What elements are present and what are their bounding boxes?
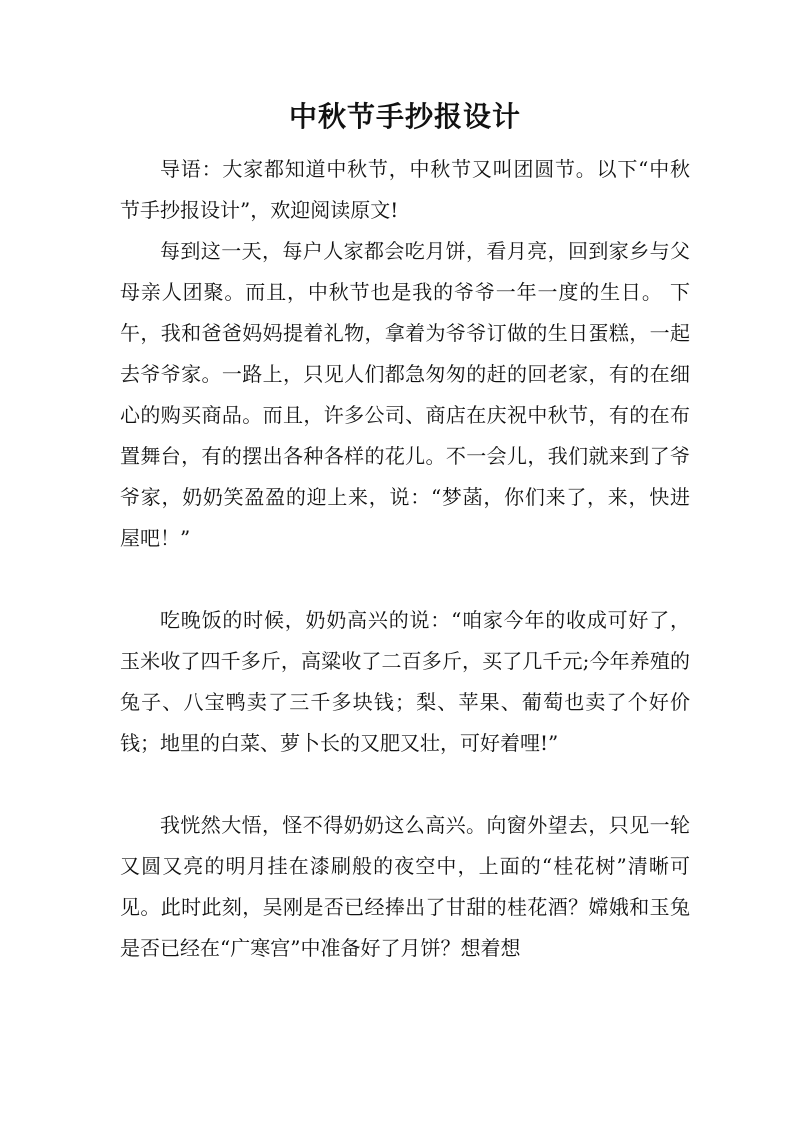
document-title: 中秋节手抄报设计 xyxy=(288,100,521,133)
document-page xyxy=(120,95,690,969)
paragraph-spacer xyxy=(120,559,690,600)
body-paragraph-1: 每到这一天，每户人家都会吃月饼，看月亮，回到家乡与父母亲人团聚。而且，中秋节也是我的爷爷一年一度的生日。 下午，我和爸爸妈妈提着礼物，拿着为爷爷订做的生日蛋糕，一起去爷爷家。一路上，只见人们都急匆匆的赶的回老家，有的在细心的购买商品。而且，许多公司、商店在庆祝中秋节，有的在布置舞台，有的摆出各种各样的花儿。不一会儿，我们就来到了爷爷家，奶奶笑盈盈的迎上来，说：“梦菡，你们来了，来，快进屋吧！” xyxy=(120,239,690,550)
paragraph-spacer xyxy=(120,764,690,805)
intro-paragraph: 导语：大家都知道中秋节，中秋节又叫团圆节。以下“中秋节手抄报设计”，欢迎阅读原文! xyxy=(120,157,690,222)
body-paragraph-3: 我恍然大悟，怪不得奶奶这么高兴。向窗外望去，只见一轮又圆又亮的明月挂在漆刷般的夜空中，上面的“桂花树”清晰可见。此时此刻，吴刚是否已经捧出了甘甜的桂花酒？嫦娥和玉兔是否已经在“广寒宫”中准备好了月饼？想着想 xyxy=(120,813,690,960)
body-paragraph-2: 吃晚饭的时候，奶奶高兴的说：“咱家今年的收成可好了，玉米收了四千多斤，高粱收了二百多斤，买了几千元;今年养殖的兔子、八宝鸭卖了三千多块钱；梨、苹果、葡萄也卖了个好价钱；地里的白菜、萝卜长的又肥又壮，可好着哩!” xyxy=(120,608,690,755)
